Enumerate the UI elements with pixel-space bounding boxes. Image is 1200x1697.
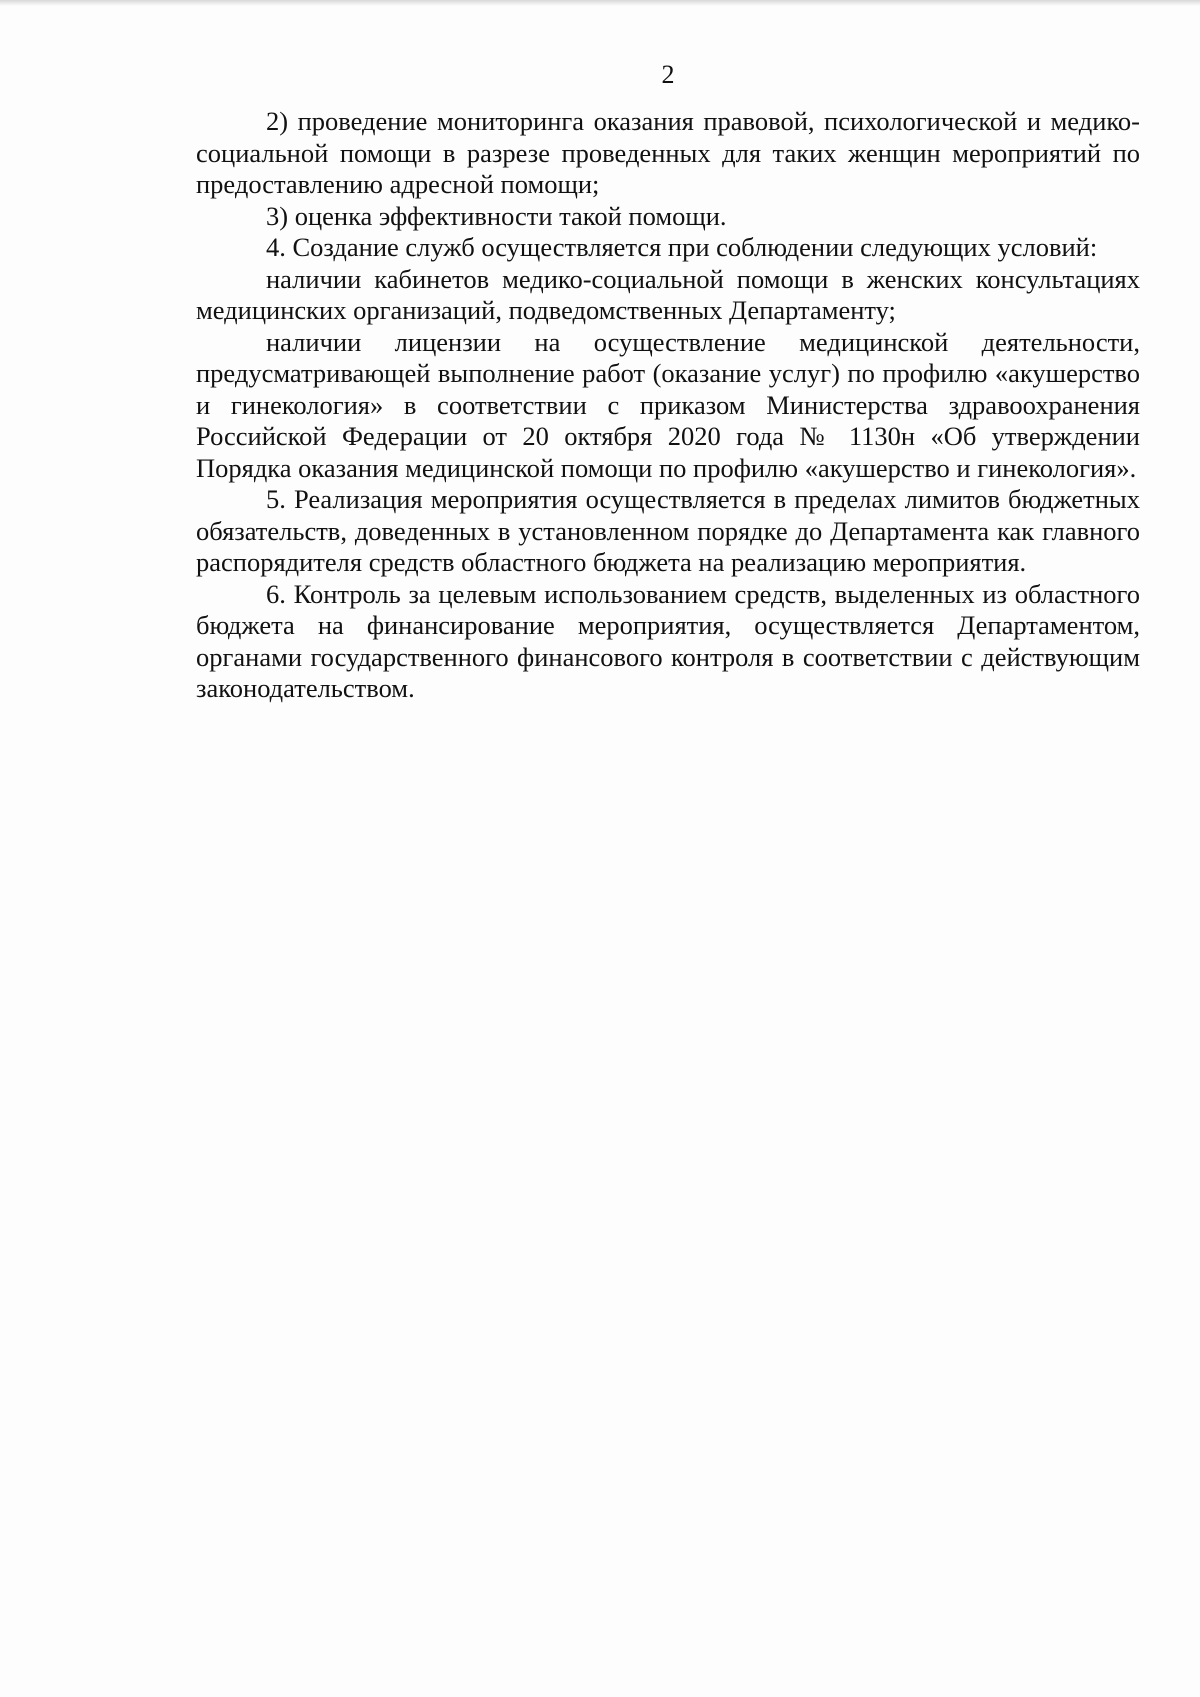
paragraph-clause-5: 5. Реализация мероприятия осуществляется в пределах лимитов бюджетных обязательств, доведенных в установленном порядке до Департамента как главного распорядителя средств областного бюджета на реализацию мероприятия. xyxy=(196,484,1140,577)
document-body xyxy=(196,106,1140,705)
paragraph-item-3: 3) оценка эффективности такой помощи. xyxy=(266,200,727,231)
page-number: 2 xyxy=(661,60,675,89)
paragraph-condition-cabinets: наличии кабинетов медико-социальной помощи в женских консультациях медицинских организаций, подведомственных Департаменту; xyxy=(196,263,1140,325)
paragraph-condition-license: наличии лицензии на осуществление медицинской деятельности, предусматривающей выполнение работ (оказание услуг) по профилю «акушерство и гинекология» в соответствии с приказом Министерства здравоохранения Российской Федерации от 20 октября 2020 года № 1130н «Об утверждении Порядка оказания медицинской помощи по профилю «акушерство и гинекология». xyxy=(196,326,1140,483)
paragraph-clause-6: 6. Контроль за целевым использованием средств, выделенных из областного бюджета на финансирование мероприятия, осуществляется Департаментом, органами государственного финансового контроля в соответствии с действующим законодательством. xyxy=(196,578,1140,703)
scan-edge xyxy=(0,0,1200,6)
paragraph-clause-4: 4. Создание служб осуществляется при соблюдении следующих условий: xyxy=(266,232,1098,262)
paragraph-item-2: 2) проведение мониторинга оказания правовой, психологической и медико-социальной помощи в разрезе проведенных для таких женщин мероприятий по предоставлению адресной помощи; xyxy=(196,106,1140,199)
